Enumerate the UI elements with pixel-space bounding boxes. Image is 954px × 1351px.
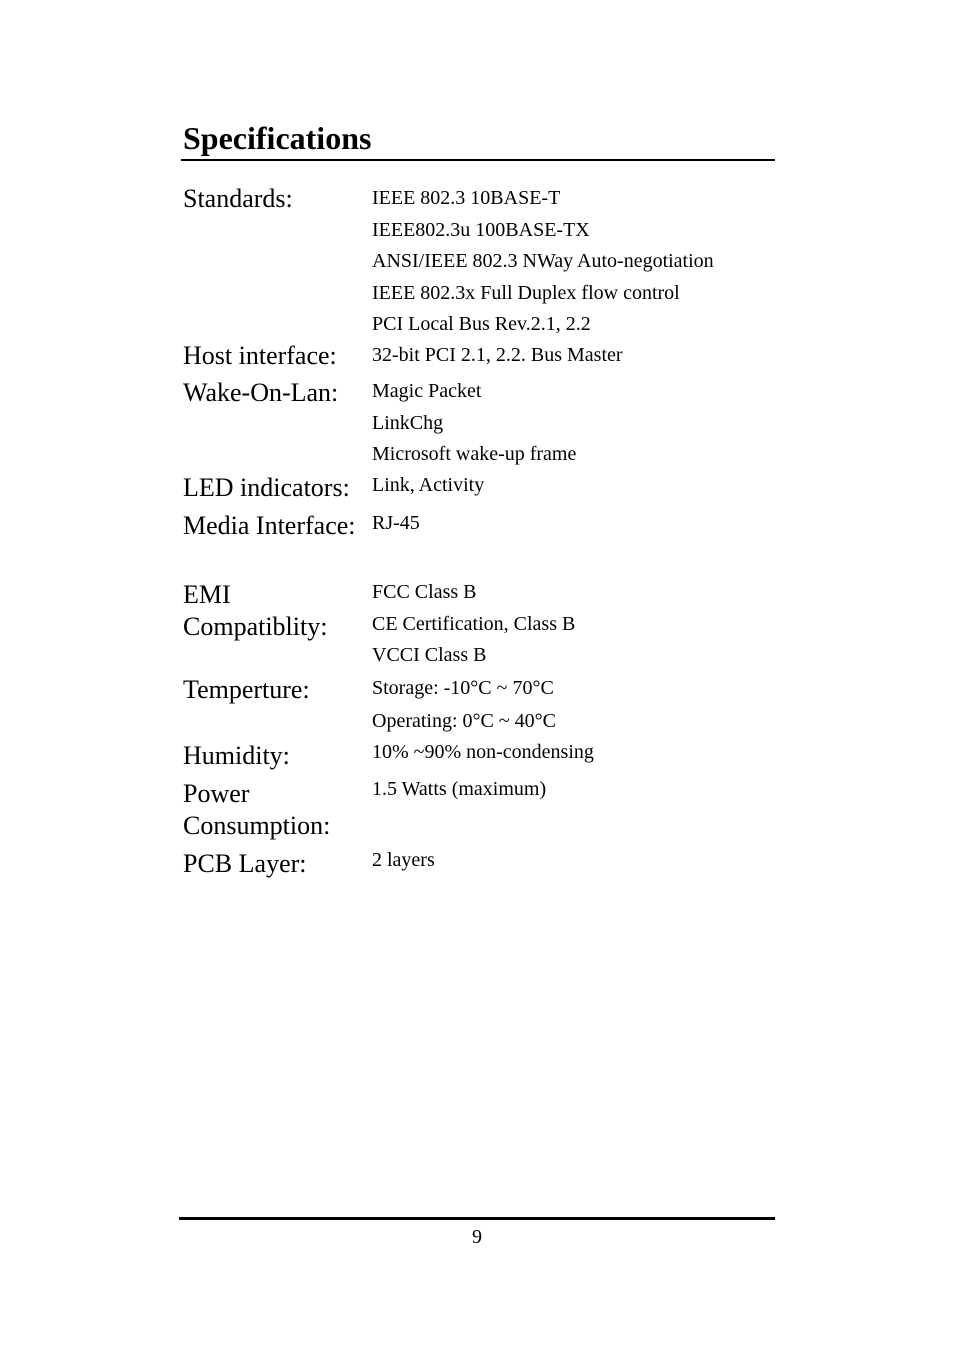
page-title: Specifications [183, 120, 372, 156]
spec-value: IEEE802.3u 100BASE-TX [372, 218, 590, 241]
spec-value: RJ-45 [372, 512, 420, 534]
spec-value: Microsoft wake-up frame [372, 443, 577, 465]
spec-values [372, 737, 594, 768]
spec-values [372, 672, 556, 738]
spec-value: 32-bit PCI 2.1, 2.2. Bus Master [372, 344, 623, 366]
spec-value: Operating: 0°C ~ 40°C [372, 710, 557, 732]
spec-values [372, 577, 575, 672]
spec-value: IEEE 802.3 10BASE-T [372, 187, 561, 209]
spec-value: VCCI Class B [372, 644, 487, 666]
spec-label: Media Interface: [183, 511, 356, 540]
spec-values [372, 774, 546, 805]
spec-value: ANSI/IEEE 802.3 NWay Auto-negotiation [372, 250, 714, 272]
spec-value: IEEE 802.3x Full Duplex flow control [372, 281, 680, 304]
spec-label: Standards: [183, 184, 293, 213]
spec-values [372, 508, 420, 539]
spec-value: 1.5 Watts (maximum) [372, 778, 547, 800]
spec-value: 10% ~90% non-condensing [372, 741, 594, 763]
page-number: 9 [472, 1226, 482, 1248]
spec-values [372, 845, 435, 876]
spec-label: Humidity: [183, 741, 290, 770]
footer-divider [179, 1217, 775, 1220]
spec-value: CE Certification, Class B [372, 612, 576, 635]
spec-label: EMI Compatiblity: [183, 580, 328, 641]
spec-value: 2 layers [372, 849, 435, 871]
spec-value: Magic Packet [372, 380, 482, 402]
title-divider [181, 159, 775, 161]
spec-value: Storage: -10°C ~ 70°C [372, 677, 554, 699]
spec-label: Wake-On-Lan: [183, 378, 339, 407]
spec-values [372, 470, 484, 501]
spec-label: Host interface: [183, 341, 337, 370]
spec-value: FCC Class B [372, 581, 477, 603]
spec-label: Temperture: [183, 675, 310, 704]
spec-label: PCB Layer: [183, 849, 307, 878]
spec-values [372, 340, 623, 371]
spec-values [372, 376, 576, 471]
spec-label: Power Consumption: [183, 779, 331, 840]
spec-label: LED indicators: [183, 473, 350, 502]
spec-value: PCI Local Bus Rev.2.1, 2.2 [372, 313, 591, 335]
spec-value: Link, Activity [372, 474, 485, 496]
spec-values [372, 183, 714, 341]
spec-value: LinkChg [372, 411, 444, 434]
